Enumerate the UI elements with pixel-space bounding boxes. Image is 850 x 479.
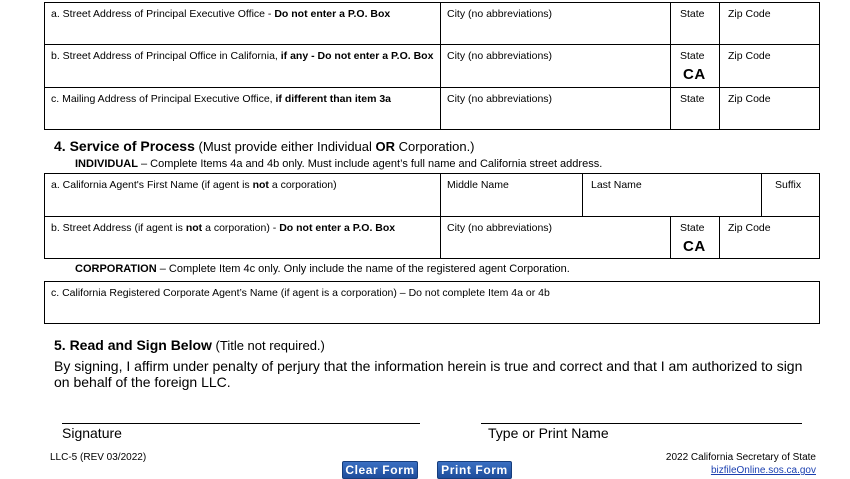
- agent-suffix-field[interactable]: [761, 173, 820, 217]
- footer-copyright: 2022 California Secretary of State: [665, 452, 816, 463]
- corporate-agent-name-field[interactable]: [44, 281, 820, 324]
- zip-b-field[interactable]: [719, 44, 820, 88]
- agent-middle-name-label: Middle Name: [447, 179, 509, 191]
- affirmation-line-2: on behalf of the foreign LLC.: [54, 374, 231, 390]
- agent-suffix-label: Suffix: [775, 179, 802, 191]
- zip-a-field[interactable]: [719, 2, 820, 45]
- zip-a-label: Zip Code: [728, 8, 771, 20]
- corporate-agent-name-label: c. California Registered Corporate Agent’s Name (if agent is a corporation) – Do not complete Item 4a or 4b: [51, 287, 550, 299]
- agent-street-address-field[interactable]: [44, 216, 441, 259]
- agent-street-address-label: b. Street Address (if agent is not a corporation) - Do not enter a P.O. Box: [51, 222, 396, 234]
- signature-line[interactable]: [62, 423, 420, 424]
- state-c-field[interactable]: [670, 87, 720, 130]
- agent-first-name-field[interactable]: [44, 173, 441, 217]
- agent-city-label: City (no abbreviations): [447, 222, 553, 234]
- affirmation-line-1: By signing, I affirm under penalty of perjury that the information herein is true and correct and that I am authorized to sign: [54, 358, 803, 374]
- street-address-principal-exec-field[interactable]: [44, 2, 441, 45]
- agent-state-label: State: [680, 222, 705, 234]
- state-b-label: State: [680, 50, 705, 62]
- corporation-instructions: CORPORATION – Complete Item 4c only. Only include the name of the registered agent Corporation.: [75, 263, 570, 275]
- zip-c-field[interactable]: [719, 87, 820, 130]
- state-b-value: CA: [683, 66, 706, 83]
- mailing-address-field[interactable]: [44, 87, 441, 130]
- street-address-b-label: b. Street Address of Principal Office in California, if any - Do not enter a P.O. Box: [51, 50, 434, 62]
- service-of-process-heading: 4. Service of Process (Must provide either Individual OR Corporation.): [54, 138, 475, 154]
- state-c-label: State: [680, 93, 705, 105]
- agent-zip-label: Zip Code: [728, 222, 771, 234]
- city-a-label: City (no abbreviations): [447, 8, 553, 20]
- mailing-address-label: c. Mailing Address of Principal Executive Office, if different than item 3a: [51, 93, 392, 105]
- print-name-label: Type or Print Name: [488, 425, 609, 441]
- zip-b-label: Zip Code: [728, 50, 771, 62]
- print-name-line[interactable]: [481, 423, 802, 424]
- print-form-button[interactable]: Print Form: [437, 461, 512, 479]
- website-link[interactable]: bizfileOnline.sos.ca.gov: [710, 465, 816, 476]
- clear-form-button[interactable]: Clear Form: [342, 461, 418, 479]
- state-a-label: State: [680, 8, 705, 20]
- signature-label: Signature: [62, 425, 122, 441]
- individual-instructions: INDIVIDUAL – Complete Items 4a and 4b only. Must include agent’s full name and California street address.: [75, 158, 603, 170]
- agent-state-field[interactable]: [670, 216, 720, 259]
- agent-section: [44, 173, 820, 259]
- state-a-field[interactable]: [670, 2, 720, 45]
- agent-state-value: CA: [683, 238, 706, 255]
- state-b-field[interactable]: [670, 44, 720, 88]
- form-revision-id: LLC-5 (REV 03/2022): [50, 452, 147, 463]
- agent-zip-field[interactable]: [719, 216, 820, 259]
- address-section: [44, 2, 820, 130]
- street-address-california-field[interactable]: [44, 44, 441, 88]
- read-and-sign-heading: 5. Read and Sign Below (Title not required.): [54, 337, 325, 353]
- agent-middle-name-field[interactable]: [440, 173, 583, 217]
- city-b-label: City (no abbreviations): [447, 50, 553, 62]
- city-c-field[interactable]: [440, 87, 671, 130]
- zip-c-label: Zip Code: [728, 93, 771, 105]
- city-c-label: City (no abbreviations): [447, 93, 553, 105]
- agent-last-name-field[interactable]: [582, 173, 762, 217]
- agent-city-field[interactable]: [440, 216, 671, 259]
- agent-first-name-label: a. California Agent's First Name (if agent is not a corporation): [51, 179, 337, 191]
- city-b-field[interactable]: [440, 44, 671, 88]
- street-address-a-label: a. Street Address of Principal Executive Office - Do not enter a P.O. Box: [51, 8, 391, 20]
- city-a-field[interactable]: [440, 2, 671, 45]
- affirmation-statement: [54, 358, 802, 390]
- agent-last-name-label: Last Name: [591, 179, 642, 191]
